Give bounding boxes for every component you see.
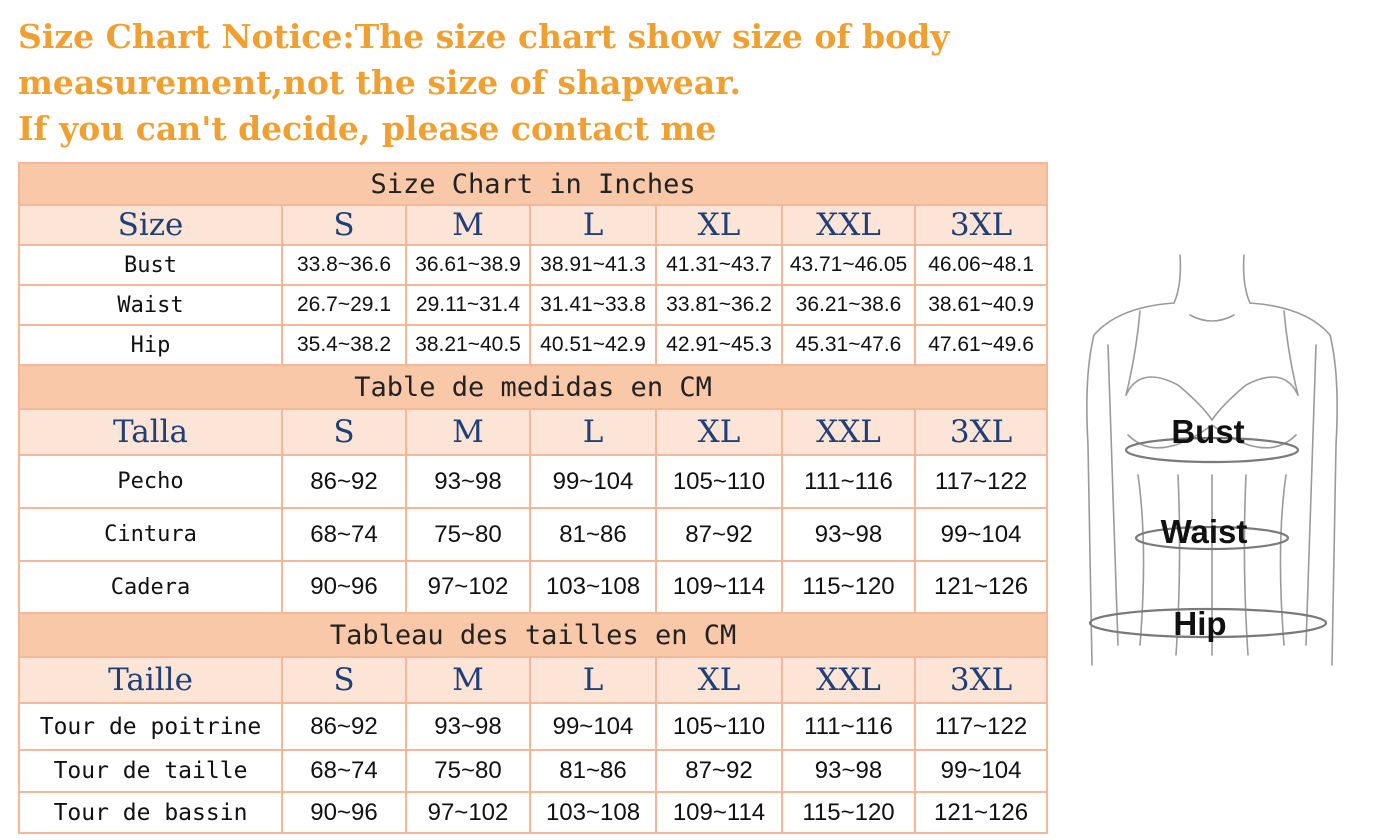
table-cell: 38.21~40.5	[406, 325, 530, 365]
size-header-xl: XL	[656, 205, 782, 245]
size-header-m: M	[406, 657, 530, 703]
table-cell: 117~122	[915, 703, 1047, 750]
size-header-m: M	[406, 409, 530, 455]
notice-line-1: Size Chart Notice:The size chart show size of body	[18, 17, 950, 56]
table-cell: 36.61~38.9	[406, 245, 530, 285]
body-measurement-figure	[1078, 245, 1348, 675]
table-cell: 93~98	[406, 703, 530, 750]
french-section-row	[19, 613, 1047, 657]
size-chart-table	[18, 162, 1048, 834]
french-size-header-row	[19, 657, 1047, 703]
table-cell: 111~116	[782, 703, 915, 750]
table-cell: 111~116	[782, 455, 915, 508]
table-row	[19, 245, 1047, 285]
table-cell: 87~92	[656, 508, 782, 561]
table-cell: 99~104	[915, 750, 1047, 792]
table-cell: 81~86	[530, 750, 656, 792]
table-cell: 75~80	[406, 750, 530, 792]
table-cell: 43.71~46.05	[782, 245, 915, 285]
size-header-xxl: XXL	[782, 205, 915, 245]
size-header-s: S	[282, 657, 406, 703]
size-header-l: L	[530, 409, 656, 455]
table-row	[19, 508, 1047, 561]
talla-header-label: Talla	[19, 409, 282, 455]
table-cell: 31.41~33.8	[530, 285, 656, 325]
table-cell: 42.91~45.3	[656, 325, 782, 365]
table-cell: 86~92	[282, 455, 406, 508]
table-cell: 81~86	[530, 508, 656, 561]
row-label: Hip	[19, 325, 282, 365]
table-cell: 93~98	[406, 455, 530, 508]
table-row	[19, 750, 1047, 792]
table-cell: 99~104	[530, 455, 656, 508]
table-cell: 68~74	[282, 750, 406, 792]
table-cell: 90~96	[282, 792, 406, 833]
size-header-xxl: XXL	[782, 657, 915, 703]
french-section-title: Tableau des tailles en CM	[19, 613, 1047, 657]
table-cell: 99~104	[915, 508, 1047, 561]
table-cell: 90~96	[282, 561, 406, 613]
table-cell: 105~110	[656, 455, 782, 508]
size-header-xl: XL	[656, 657, 782, 703]
spanish-size-header-row	[19, 409, 1047, 455]
size-header-s: S	[282, 205, 406, 245]
table-cell: 93~98	[782, 750, 915, 792]
table-row	[19, 285, 1047, 325]
inches-size-header-row	[19, 205, 1047, 245]
notice-line-2: measurement,not the size of shapwear.	[18, 63, 742, 102]
table-cell: 41.31~43.7	[656, 245, 782, 285]
table-cell: 103~108	[530, 561, 656, 613]
table-cell: 26.7~29.1	[282, 285, 406, 325]
inches-section-title: Size Chart in Inches	[19, 163, 1047, 205]
row-label: Cintura	[19, 508, 282, 561]
size-header-xxl: XXL	[782, 409, 915, 455]
waist-label: Waist	[1160, 513, 1248, 550]
table-cell: 75~80	[406, 508, 530, 561]
table-row	[19, 792, 1047, 833]
row-label: Bust	[19, 245, 282, 285]
size-header-3xl: 3XL	[915, 205, 1047, 245]
size-header-l: L	[530, 657, 656, 703]
size-chart-notice	[18, 14, 949, 152]
table-cell: 40.51~42.9	[530, 325, 656, 365]
size-header-3xl: 3XL	[915, 409, 1047, 455]
table-cell: 35.4~38.2	[282, 325, 406, 365]
table-row	[19, 455, 1047, 508]
bust-label: Bust	[1171, 413, 1245, 450]
table-cell: 99~104	[530, 703, 656, 750]
hip-label: Hip	[1173, 605, 1227, 642]
size-header-xl: XL	[656, 409, 782, 455]
table-cell: 103~108	[530, 792, 656, 833]
row-label: Tour de poitrine	[19, 703, 282, 750]
table-cell: 45.31~47.6	[782, 325, 915, 365]
table-cell: 97~102	[406, 792, 530, 833]
table-cell: 117~122	[915, 455, 1047, 508]
table-cell: 33.81~36.2	[656, 285, 782, 325]
table-cell: 29.11~31.4	[406, 285, 530, 325]
table-cell: 36.21~38.6	[782, 285, 915, 325]
row-label: Waist	[19, 285, 282, 325]
notice-line-3: If you can't decide, please contact me	[18, 109, 717, 148]
table-row	[19, 703, 1047, 750]
table-cell: 47.61~49.6	[915, 325, 1047, 365]
size-header-m: M	[406, 205, 530, 245]
table-cell: 109~114	[656, 561, 782, 613]
table-cell: 38.91~41.3	[530, 245, 656, 285]
inches-section-row	[19, 163, 1047, 205]
table-cell: 68~74	[282, 508, 406, 561]
table-row	[19, 561, 1047, 613]
table-cell: 86~92	[282, 703, 406, 750]
size-header-s: S	[282, 409, 406, 455]
spanish-section-title: Table de medidas en CM	[19, 365, 1047, 409]
row-label: Tour de bassin	[19, 792, 282, 833]
table-cell: 105~110	[656, 703, 782, 750]
taille-header-label: Taille	[19, 657, 282, 703]
table-row	[19, 325, 1047, 365]
size-header-3xl: 3XL	[915, 657, 1047, 703]
row-label: Tour de taille	[19, 750, 282, 792]
table-cell: 97~102	[406, 561, 530, 613]
table-cell: 93~98	[782, 508, 915, 561]
body-outline-illustration	[1078, 245, 1348, 675]
table-cell: 109~114	[656, 792, 782, 833]
row-label: Pecho	[19, 455, 282, 508]
row-label: Cadera	[19, 561, 282, 613]
table-cell: 115~120	[782, 561, 915, 613]
table-cell: 115~120	[782, 792, 915, 833]
spanish-section-row	[19, 365, 1047, 409]
table-cell: 87~92	[656, 750, 782, 792]
table-cell: 121~126	[915, 561, 1047, 613]
table-cell: 46.06~48.1	[915, 245, 1047, 285]
table-cell: 38.61~40.9	[915, 285, 1047, 325]
size-header-label: Size	[19, 205, 282, 245]
table-cell: 33.8~36.6	[282, 245, 406, 285]
table-cell: 121~126	[915, 792, 1047, 833]
size-header-l: L	[530, 205, 656, 245]
